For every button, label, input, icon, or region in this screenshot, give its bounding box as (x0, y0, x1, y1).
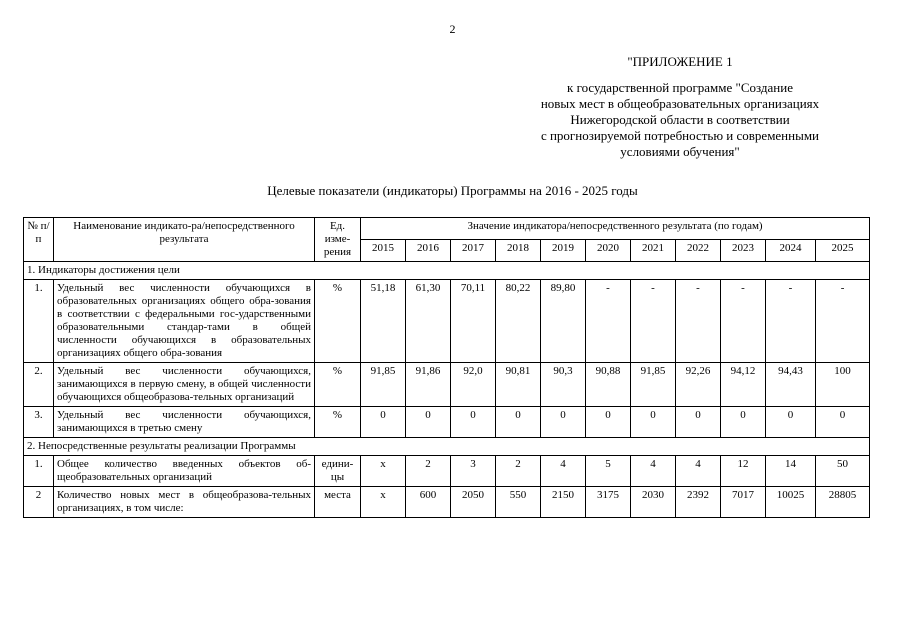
row-value: 600 (406, 487, 451, 518)
appendix-line: условиями обучения" (620, 144, 740, 159)
row-value: 0 (541, 407, 586, 438)
row-value: 0 (721, 407, 766, 438)
header-year: 2024 (766, 240, 816, 262)
table-row (24, 280, 870, 363)
header-year: 2015 (361, 240, 406, 262)
row-value: 0 (451, 407, 496, 438)
row-value: 91,86 (406, 363, 451, 407)
row-value: 2 (406, 456, 451, 487)
row-value: 92,26 (676, 363, 721, 407)
row-value: 2050 (451, 487, 496, 518)
header-year: 2016 (406, 240, 451, 262)
appendix-line: к государственной программе "Создание (567, 80, 793, 95)
header-num: № п/п (24, 218, 54, 262)
row-value: - (721, 280, 766, 363)
row-value: - (586, 280, 631, 363)
row-value: 90,88 (586, 363, 631, 407)
row-value: 80,22 (496, 280, 541, 363)
row-value: 14 (766, 456, 816, 487)
row-number: 1. (24, 280, 54, 363)
header-year: 2023 (721, 240, 766, 262)
header-name: Наименование индикато-ра/непосредственного результата (54, 218, 315, 262)
row-value: - (631, 280, 676, 363)
row-unit: % (315, 280, 361, 363)
row-value: 550 (496, 487, 541, 518)
row-value: 100 (816, 363, 870, 407)
row-value: 3 (451, 456, 496, 487)
row-value: 28805 (816, 487, 870, 518)
appendix-line: новых мест в общеобразовательных организациях (540, 96, 820, 111)
section-row (24, 438, 870, 456)
row-value: 92,0 (451, 363, 496, 407)
row-value: 0 (676, 407, 721, 438)
page-number: 2 (449, 22, 456, 36)
row-value: 4 (631, 456, 676, 487)
row-value: 10025 (766, 487, 816, 518)
table-row (24, 407, 870, 438)
section-title: 1. Индикаторы достижения цели (24, 262, 870, 280)
row-value: 2 (496, 456, 541, 487)
header-year: 2025 (816, 240, 870, 262)
appendix-line: Нижегородской области в соответствии (570, 112, 790, 127)
row-value: 2030 (631, 487, 676, 518)
header-year: 2022 (676, 240, 721, 262)
header-year: 2019 (541, 240, 586, 262)
row-value: - (676, 280, 721, 363)
row-number: 1. (24, 456, 54, 487)
row-value: 2150 (541, 487, 586, 518)
table-row (24, 487, 870, 518)
document-title: Целевые показатели (индикаторы) Программы на 2016 - 2025 годы (267, 183, 638, 198)
row-number: 3. (24, 407, 54, 438)
row-value: х (361, 487, 406, 518)
row-value: 61,30 (406, 280, 451, 363)
row-value: 94,43 (766, 363, 816, 407)
header-year: 2020 (586, 240, 631, 262)
row-value: 50 (816, 456, 870, 487)
row-value: 70,11 (451, 280, 496, 363)
row-value: 7017 (721, 487, 766, 518)
header-values-group: Значение индикатора/непосредственного результата (по годам) (361, 218, 870, 240)
row-number: 2 (24, 487, 54, 518)
row-name: Удельный вес численности обучающихся, занимающихся в третью смену (54, 407, 315, 438)
row-value: 0 (816, 407, 870, 438)
row-name: Общее количество введенных объектов об-щеобразовательных организаций (54, 456, 315, 487)
indicators-table (23, 217, 870, 518)
row-value: 0 (361, 407, 406, 438)
row-value: 94,12 (721, 363, 766, 407)
table-row (24, 363, 870, 407)
section-title: 2. Непосредственные результаты реализации Программы (24, 438, 870, 456)
row-value: - (766, 280, 816, 363)
row-name: Количество новых мест в общеобразова-тельных организациях, в том числе: (54, 487, 315, 518)
row-value: - (816, 280, 870, 363)
table-body (24, 262, 870, 518)
header-unit: Ед. изме-рения (315, 218, 361, 262)
row-unit: % (315, 363, 361, 407)
appendix-line: с прогнозируемой потребностью и современными (540, 128, 820, 143)
appendix-title: "ПРИЛОЖЕНИЕ 1 (627, 54, 733, 69)
row-value: 2392 (676, 487, 721, 518)
row-value: 51,18 (361, 280, 406, 363)
row-value: 0 (631, 407, 676, 438)
row-unit: % (315, 407, 361, 438)
row-value: 89,80 (541, 280, 586, 363)
row-value: 5 (586, 456, 631, 487)
row-value: 0 (586, 407, 631, 438)
row-value: 0 (406, 407, 451, 438)
row-value: 90,81 (496, 363, 541, 407)
row-value: 0 (496, 407, 541, 438)
row-value: 91,85 (631, 363, 676, 407)
row-unit: едини-цы (315, 456, 361, 487)
row-value: х (361, 456, 406, 487)
row-name: Удельный вес численности обучающихся, занимающихся в первую смену, в общей численности обучающихся общеобразова-тельных организаций (54, 363, 315, 407)
header-year: 2018 (496, 240, 541, 262)
row-value: 91,85 (361, 363, 406, 407)
header-year: 2017 (451, 240, 496, 262)
row-value: 90,3 (541, 363, 586, 407)
row-number: 2. (24, 363, 54, 407)
row-value: 4 (541, 456, 586, 487)
row-name: Удельный вес численности обучающихся в образовательных организациях общего обра-зования в соответствии с федеральными гос-ударственными образовательными стандар-тами в общей численности обучающихся в образовательных организациях общего обра-зования (54, 280, 315, 363)
row-value: 0 (766, 407, 816, 438)
header-year: 2021 (631, 240, 676, 262)
section-row (24, 262, 870, 280)
row-value: 3175 (586, 487, 631, 518)
row-unit: места (315, 487, 361, 518)
table-row (24, 456, 870, 487)
appendix-header (500, 54, 860, 160)
row-value: 4 (676, 456, 721, 487)
row-value: 12 (721, 456, 766, 487)
